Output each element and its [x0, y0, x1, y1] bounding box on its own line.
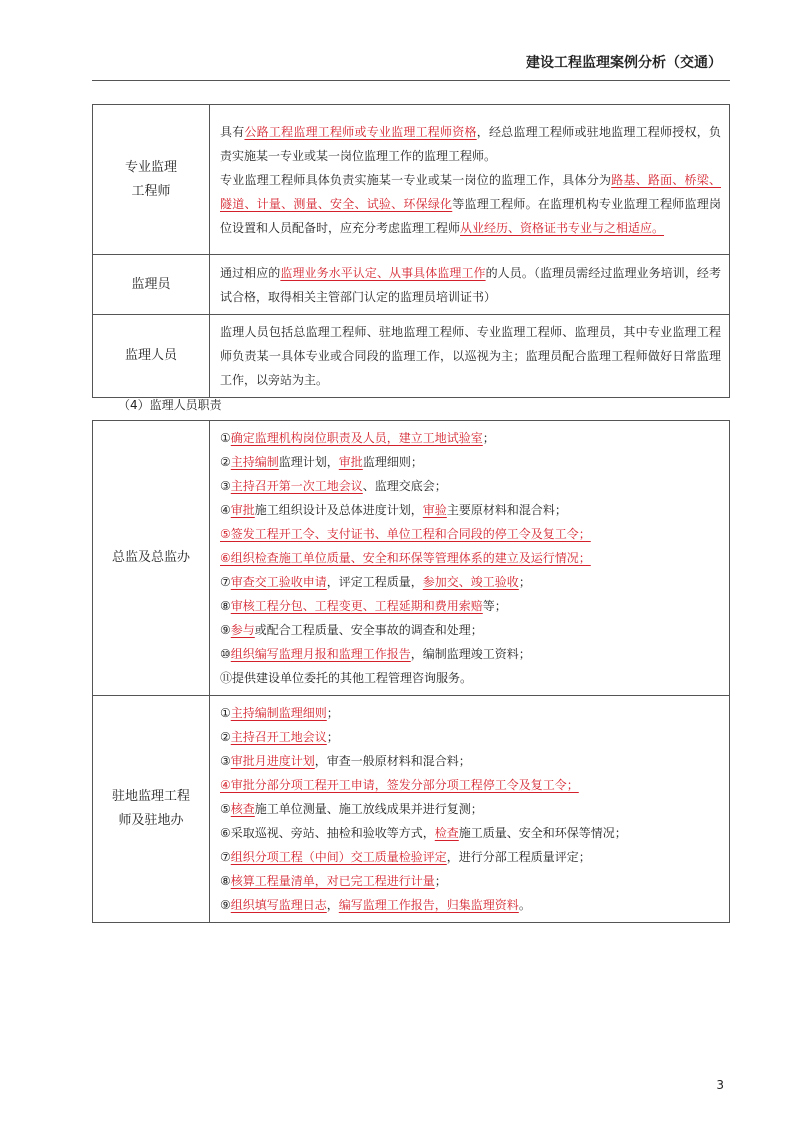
resident-duties-list	[210, 696, 730, 923]
highlighted-text: 审批	[338, 455, 363, 469]
supervisor-description	[210, 255, 730, 315]
label-supervisor: 监理员	[93, 255, 210, 315]
text-segment: 监理细则；	[362, 455, 423, 469]
text-segment: ⑦	[220, 575, 231, 589]
text-segment: 施工组织设计及总体进度计划，	[254, 503, 423, 517]
text-segment: ①	[220, 431, 231, 445]
highlighted-text: 确定监理机构岗位职责及人员，建立工地试验室	[230, 431, 483, 445]
text-segment: 专业监理工程师具体负责实施某一专业或某一岗位的监理工作，具体分为	[220, 172, 612, 187]
highlighted-text: 参与	[230, 623, 255, 637]
label-line: 师及驻地办	[118, 813, 184, 828]
highlighted-text: ⑤签发工程开工令、支付证书、单位工程和合同段的停工令及复工令；	[220, 527, 591, 541]
text-segment: ④	[220, 503, 231, 517]
text-segment: ⑤	[220, 802, 231, 816]
text-segment: 通过相应的	[220, 265, 281, 280]
duty-item	[220, 426, 721, 450]
text-segment: ；	[326, 730, 339, 744]
label-supervision-staff: 监理人员	[93, 315, 210, 398]
highlighted-text: 组织编写监理月报和监理工作报告	[230, 647, 411, 661]
highlighted-text: 路基、路面、桥梁、隧道、计量、测量、安全、试验、环保绿化	[220, 172, 721, 211]
highlighted-text: 公路工程监理工程师或专业监理工程师资格	[244, 124, 477, 139]
duty-item	[220, 845, 721, 869]
duty-item	[220, 594, 721, 618]
text-segment: 的人员。（监理员需经过监理业务培训，经考试合格，取得相关主管部门认定的监理员培训证书）	[220, 265, 721, 304]
table-row	[93, 421, 730, 696]
highlighted-text: 主持编制监理细则	[230, 706, 327, 720]
text-segment: ，编制监理竣工资料；	[410, 647, 531, 661]
paragraph	[220, 261, 721, 309]
duty-item	[220, 797, 721, 821]
label-line: 专业监理	[124, 159, 177, 175]
duty-item	[220, 869, 721, 893]
text-segment: ⑨	[220, 623, 231, 637]
highlighted-text: 主持召开工地会议	[230, 730, 327, 744]
highlighted-text: 编写监理工作报告，归集监理资料	[338, 898, 519, 912]
table-row	[93, 315, 730, 398]
duties-table	[92, 420, 730, 923]
label-chief-supervisor: 总监及总监办	[93, 421, 210, 696]
paragraph	[220, 320, 721, 392]
text-segment: 施工质量、安全和环保等情况；	[458, 826, 627, 840]
highlighted-text: 审查交工验收申请	[230, 575, 327, 589]
highlighted-text: ⑥组织检查施工单位质量、安全和环保等管理体系的建立及运行情况；	[220, 551, 591, 565]
duty-item	[220, 725, 721, 749]
duty-item	[220, 642, 721, 666]
highlighted-text: 核算工程量清单，对已完工程进行计量	[230, 874, 435, 888]
text-segment: ；	[326, 706, 339, 720]
chief-duties-list	[210, 421, 730, 696]
text-segment: ，评定工程质量，	[326, 575, 423, 589]
highlighted-text: 监理业务水平认定、从事具体监理工作	[280, 265, 486, 280]
duty-item	[220, 893, 721, 917]
label-line: 工程师	[131, 183, 171, 199]
highlighted-text: ④审批分部分项工程开工申请，签发分部分项工程停工令及复工令；	[220, 778, 579, 792]
text-segment: 、监理交底会；	[362, 479, 447, 493]
text-segment: ，	[326, 898, 339, 912]
running-header-title: 建设工程监理案例分析（交通）	[526, 55, 722, 71]
text-segment: ⑧	[220, 599, 231, 613]
text-segment: ；	[482, 431, 495, 445]
duty-item	[220, 522, 721, 546]
roles-table	[92, 104, 730, 398]
text-segment: ；	[434, 874, 447, 888]
text-segment: ⑪提供建设单位委托的其他工程管理咨询服务。	[220, 671, 473, 685]
paragraph	[220, 120, 721, 168]
header-rule	[92, 80, 730, 81]
highlighted-text: 审批	[230, 503, 255, 517]
text-segment: ③	[220, 479, 231, 493]
table-row	[93, 255, 730, 315]
duty-item	[220, 450, 721, 474]
text-segment: ③	[220, 754, 231, 768]
text-segment: ；	[518, 575, 531, 589]
text-segment: 主要原材料和混合料；	[446, 503, 567, 517]
text-segment: 监理计划，	[278, 455, 339, 469]
highlighted-text: 审验	[422, 503, 447, 517]
text-segment: ⑨	[220, 898, 231, 912]
duty-item	[220, 546, 721, 570]
section-heading: （4）监理人员职责	[118, 398, 222, 412]
text-segment: 具有	[220, 124, 245, 139]
text-segment: 或配合工程质量、安全事故的调查和处理；	[254, 623, 483, 637]
professional-engineer-description	[210, 105, 730, 255]
duty-item	[220, 773, 721, 797]
highlighted-text: 组织填写监理日志	[230, 898, 327, 912]
duty-item	[220, 821, 721, 845]
text-segment: ，经总监理工程师或驻地监理工程师授权，负责实施某一专业或某一岗位监理工作的监理工程师。	[220, 124, 721, 163]
duty-item	[220, 749, 721, 773]
highlighted-text: 从业经历、资格证书专业与之相适应。	[460, 220, 665, 235]
text-segment: 施工单位测量、施工放线成果并进行复测；	[254, 802, 483, 816]
table-row	[93, 696, 730, 923]
text-segment: 等；	[482, 599, 507, 613]
duty-item	[220, 701, 721, 725]
text-segment: 。	[518, 898, 531, 912]
highlighted-text: 参加交、竣工验收	[422, 575, 519, 589]
duty-item	[220, 618, 721, 642]
highlighted-text: 审核工程分包、工程变更、工程延期和费用索赔	[230, 599, 483, 613]
duty-item	[220, 498, 721, 522]
label-professional-engineer	[93, 105, 210, 255]
text-segment: ，审查一般原材料和混合料；	[314, 754, 471, 768]
duty-item	[220, 666, 721, 690]
highlighted-text: 组织分项工程（中间）交工质量检验评定	[230, 850, 447, 864]
text-segment: ⑥采取巡视、旁站、抽检和验收等方式，	[220, 826, 435, 840]
page-number: 3	[716, 1078, 724, 1092]
duty-item	[220, 570, 721, 594]
paragraph	[220, 168, 721, 240]
highlighted-text: 检查	[434, 826, 459, 840]
label-resident-engineer	[93, 696, 210, 923]
text-segment: ②	[220, 730, 231, 744]
text-segment: ，进行分部工程质量评定；	[446, 850, 591, 864]
text-segment: ①	[220, 706, 231, 720]
text-segment: 监理人员包括总监理工程师、驻地监理工程师、专业监理工程师、监理员，其中专业监理工程师负责某一具体专业或合同段的监理工作，以巡视为主；监理员配合监理工程师做好日常监理工作，以旁站为主。	[220, 325, 721, 387]
table-row	[93, 105, 730, 255]
supervision-staff-description	[210, 315, 730, 398]
label-line: 驻地监理工程	[111, 789, 190, 804]
highlighted-text: 审批月进度计划	[230, 754, 315, 768]
text-segment: 等监理工程师。在监理机构专业监理工程师监理岗位设置和人员配备时，应充分考虑监理工程师	[220, 196, 721, 235]
highlighted-text: 主持召开第一次工地会议	[230, 479, 363, 493]
highlighted-text: 主持编制	[230, 455, 279, 469]
text-segment: ②	[220, 455, 231, 469]
text-segment: ⑦	[220, 850, 231, 864]
highlighted-text: 核查	[230, 802, 255, 816]
text-segment: ⑩	[220, 647, 231, 661]
text-segment: ⑧	[220, 874, 231, 888]
duty-item	[220, 474, 721, 498]
